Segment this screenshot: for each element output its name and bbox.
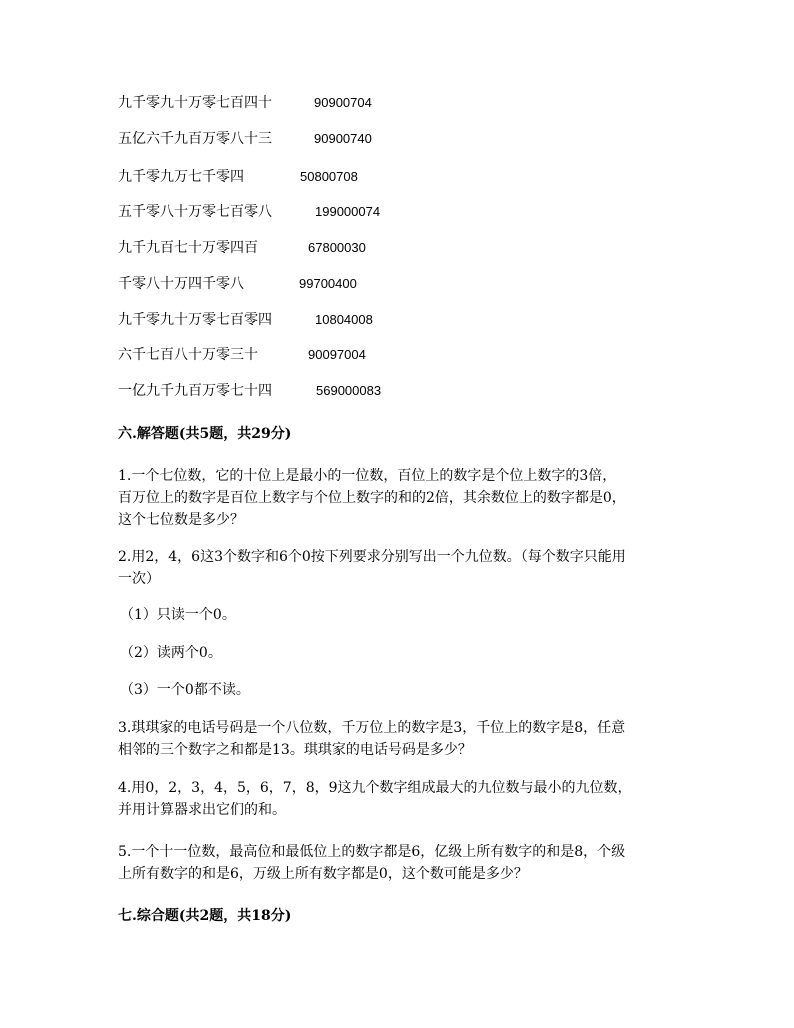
matching-number: 10804008 (315, 312, 373, 327)
matching-words: 九千零九十万零七百零四 (118, 312, 272, 328)
question-line: 5.一个十一位数，最高位和最低位上的数字都是6，亿级上所有数字的和是8，个级 (118, 844, 626, 860)
section-heading: 七.综合题(共2题，共18分) (118, 908, 292, 924)
question-line: 这个七位数是多少？ (118, 512, 244, 528)
matching-words: 一亿九千九百万零七十四 (118, 383, 272, 399)
question-5 (118, 841, 678, 885)
sub-question: （1）只读一个0。 (120, 607, 236, 623)
matching-number: 50800708 (300, 169, 358, 184)
question-line: 相邻的三个数字之和都是13。琪琪家的电话号码是多少？ (118, 742, 472, 758)
question-line: 2.用2，4，6这3个数字和6个0按下列要求分别写出一个九位数。（每个数字只能用 (118, 549, 626, 565)
matching-number: 90097004 (308, 347, 366, 362)
matching-words: 五亿六千九百万零八十三 (118, 131, 272, 147)
matching-words: 六千七百八十万零三十 (118, 347, 258, 363)
matching-number: 90900704 (314, 95, 372, 110)
question-1 (118, 465, 678, 531)
matching-words: 九千零九十万零七百四十 (118, 95, 272, 111)
question-line: 4.用0，2，3，4，5，6，7，8，9这九个数字组成最大的九位数与最小的九位数， (118, 780, 632, 796)
sub-question: （3）一个0都不读。 (120, 682, 250, 698)
question-3 (118, 717, 678, 761)
matching-number: 67800030 (308, 240, 366, 255)
question-line: 并用计算器求出它们的和。 (118, 802, 286, 818)
matching-number: 199000074 (315, 204, 381, 219)
matching-number: 90900740 (314, 131, 372, 146)
matching-words: 五千零八十万零七百零八 (118, 204, 272, 220)
matching-words: 九千九百七十万零四百 (118, 240, 258, 256)
question-line: 1.一个七位数，它的十位上是最小的一位数，百位上的数字是个位上数字的3倍， (118, 468, 617, 484)
matching-words: 千零八十万四千零八 (118, 276, 244, 292)
section-heading: 六.解答题(共5题，共29分) (118, 426, 292, 442)
question-2 (118, 546, 678, 590)
sub-question: （2）读两个0。 (120, 645, 222, 661)
question-line: 上所有数字的和是6，万级上所有数字都是0，这个数可能是多少？ (118, 866, 528, 882)
matching-number: 569000083 (316, 383, 382, 398)
question-4 (118, 777, 678, 821)
question-line: 百万位上的数字是百位上数字与个位上数字的和的2倍，其余数位上的数字都是0， (118, 490, 626, 506)
matching-words: 九千零九万七千零四 (118, 169, 244, 185)
question-line: 一次） (118, 571, 160, 587)
matching-number: 99700400 (299, 276, 357, 291)
question-line: 3.琪琪家的电话号码是一个八位数，千万位上的数字是3，千位上的数字是8，任意 (118, 720, 626, 736)
